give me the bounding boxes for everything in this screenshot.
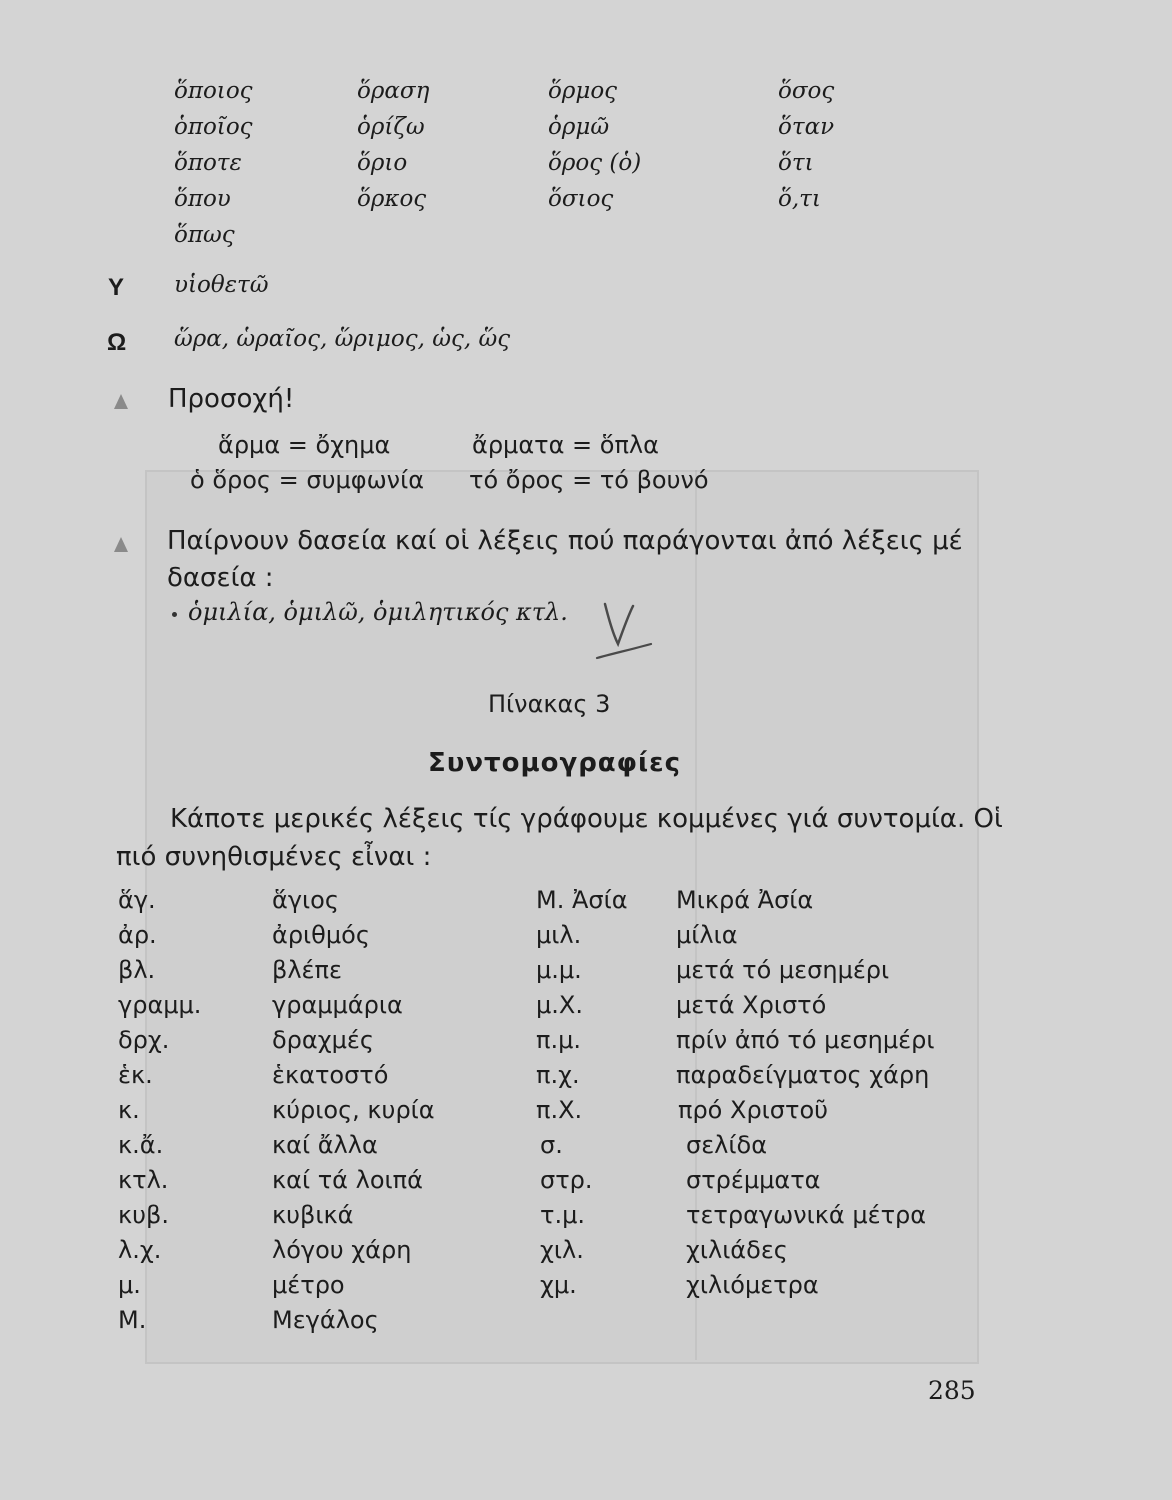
attention-title: Προσοχή!	[168, 384, 295, 414]
word: ὅ,τι	[778, 186, 821, 212]
abbr-full: βλέπε	[272, 956, 342, 984]
word: ὅρκος	[357, 186, 427, 212]
abbr: π.χ.	[536, 1061, 580, 1089]
attention-line2-left: ὁ ὅρος = συμφωνία	[190, 466, 425, 494]
abbr: κυβ.	[118, 1201, 169, 1229]
abbr-full: καί τά λοιπά	[272, 1166, 423, 1194]
abbr-full: χιλιάδες	[686, 1236, 788, 1264]
attention-line1-right: ἄρματα = ὅπλα	[472, 431, 659, 459]
attention-line2-right: τό ὄρος = τό βουνό	[469, 466, 709, 494]
abbr: δρχ.	[118, 1026, 170, 1054]
abbr: γραμμ.	[118, 991, 202, 1019]
abbr-full: ἑκατοστό	[272, 1061, 389, 1089]
abbr: λ.χ.	[118, 1236, 162, 1264]
abbr: π.μ.	[536, 1026, 581, 1054]
word: ὅποτε	[174, 150, 242, 176]
word: ὁρμῶ	[548, 114, 610, 140]
word: ὅριο	[357, 150, 408, 176]
abbr: μ.Χ.	[536, 991, 583, 1019]
word: ὅταν	[778, 114, 835, 140]
abbr-full: Μεγάλος	[272, 1306, 379, 1334]
abbr-full: δραχμές	[272, 1026, 374, 1054]
page-number: 285	[928, 1376, 976, 1405]
word: ὅρος (ὁ)	[548, 150, 642, 176]
letter-omega-label: Ω	[107, 329, 127, 356]
bullet-icon	[172, 612, 177, 617]
abbr-full: χιλιόμετρα	[686, 1271, 819, 1299]
abbr-full: πρό Χριστοῦ	[678, 1096, 829, 1124]
abbr: στρ.	[540, 1166, 593, 1194]
word: ὅπως	[174, 222, 235, 248]
abbr-full: Μικρά Ἀσία	[676, 886, 814, 914]
handwritten-check-mark-icon	[585, 596, 655, 666]
word: ὁρίζω	[357, 114, 425, 140]
abbr: βλ.	[118, 956, 156, 984]
word: ὅρμος	[548, 78, 618, 104]
abbr-full: σελίδα	[686, 1131, 768, 1159]
word: ὅτι	[778, 150, 814, 176]
abbr: τ.μ.	[540, 1201, 585, 1229]
warning-triangle-icon	[114, 537, 128, 552]
abbr: χμ.	[540, 1271, 577, 1299]
abbr: ἅγ.	[118, 886, 156, 914]
rule-line2: δασεία :	[167, 563, 274, 593]
abbr-full: πρίν ἀπό τό μεσημέρι	[676, 1026, 935, 1054]
abbr-full: κύριος, κυρία	[272, 1096, 435, 1124]
table-intro-line1: Κάποτε μερικές λέξεις τίς γράφουμε κομμένες γιά συντομία. Οἱ	[170, 804, 1003, 834]
abbr: π.Χ.	[536, 1096, 583, 1124]
abbr: κ.	[118, 1096, 140, 1124]
abbr-full: ἀριθμός	[272, 921, 370, 949]
abbr-full: μετά τό μεσημέρι	[676, 956, 890, 984]
letter-upsilon-text: υἱοθετῶ	[174, 272, 269, 298]
abbr: Μ. Ἀσία	[536, 886, 628, 914]
abbr: κτλ.	[118, 1166, 169, 1194]
abbr: μ.	[118, 1271, 141, 1299]
word: ὅσιος	[548, 186, 614, 212]
abbr: ἀρ.	[118, 921, 157, 949]
abbr: Μ.	[118, 1306, 147, 1334]
abbr-full: καί ἄλλα	[272, 1131, 378, 1159]
abbr-full: τετραγωνικά μέτρα	[686, 1201, 927, 1229]
letter-omega-text: ὥρα, ὡραῖος, ὥριμος, ὡς, ὥς	[174, 326, 511, 352]
abbr: χιλ.	[540, 1236, 584, 1264]
warning-triangle-icon	[114, 394, 128, 409]
abbr: μιλ.	[536, 921, 582, 949]
abbr-full: λόγου χάρη	[272, 1236, 412, 1264]
abbr-full: μίλια	[676, 921, 738, 949]
word: ὅπου	[174, 186, 231, 212]
abbr: σ.	[540, 1131, 563, 1159]
abbr-full: ἅγιος	[272, 886, 339, 914]
table-intro-line2: πιό συνηθισμένες εἶναι :	[116, 842, 432, 872]
rule-line1: Παίρνουν δασεία καί οἱ λέξεις πού παράγονται ἀπό λέξεις μέ	[167, 526, 963, 556]
abbr: ἑκ.	[118, 1061, 153, 1089]
abbr: κ.ἄ.	[118, 1131, 164, 1159]
abbr-full: στρέμματα	[686, 1166, 821, 1194]
table-title: Συντομογραφίες	[428, 748, 682, 778]
word: ὁποῖος	[174, 114, 253, 140]
abbr: μ.μ.	[536, 956, 582, 984]
table-label: Πίνακας 3	[488, 690, 611, 718]
abbr-full: κυβικά	[272, 1201, 354, 1229]
abbr-full: παραδείγματος χάρη	[676, 1061, 930, 1089]
abbr-full: γραμμάρια	[272, 991, 403, 1019]
letter-upsilon-label: Υ	[108, 274, 125, 301]
abbr-full: μέτρο	[272, 1271, 345, 1299]
word: ὅσος	[778, 78, 835, 104]
rule-example: ὁμιλία, ὁμιλῶ, ὁμιλητικός κτλ.	[188, 598, 568, 626]
abbr-full: μετά Χριστό	[676, 991, 827, 1019]
word: ὅραση	[357, 78, 430, 104]
word: ὅποιος	[174, 78, 253, 104]
attention-line1-left: ἅρμα = ὄχημα	[218, 431, 391, 459]
